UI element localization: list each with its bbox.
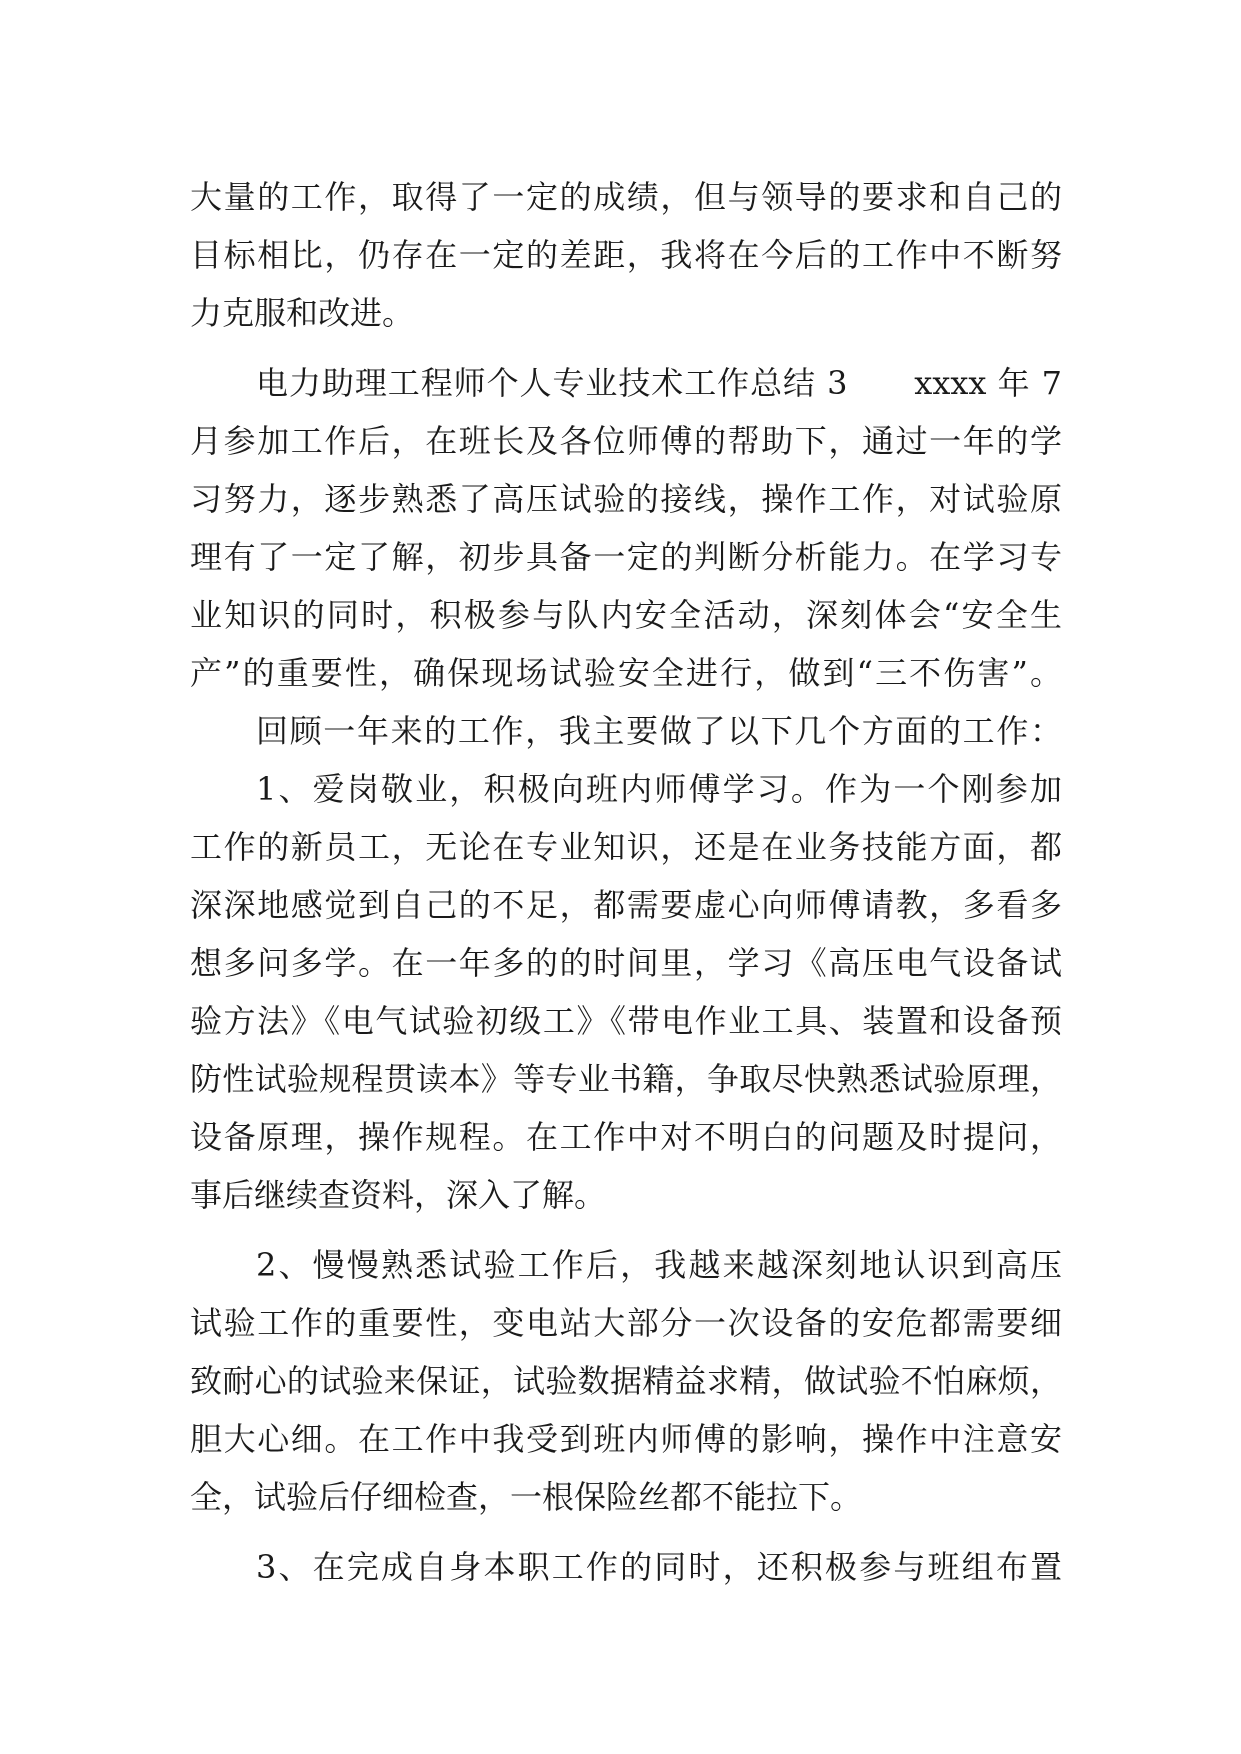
text-line: 想多问多学。在一年多的的时间里，学习《高压电气设备试 — [190, 944, 1062, 982]
paragraph-2 — [190, 354, 1062, 702]
text-line: 事后继续查资料，深入了解。 — [190, 1176, 607, 1214]
paragraph-4 — [190, 760, 1062, 1224]
paragraph-6 — [190, 1538, 1062, 1596]
text-line: 深深地感觉到自己的不足，都需要虚心向师傅请教，多看多 — [190, 886, 1062, 924]
text-line: 习努力，逐步熟悉了高压试验的接线，操作工作，对试验原 — [190, 480, 1062, 518]
text-line: 月参加工作后，在班长及各位师傅的帮助下，通过一年的学 — [190, 422, 1062, 460]
text-line: 目标相比，仍存在一定的差距，我将在今后的工作中不断努 — [190, 236, 1062, 274]
text-line: 防性试验规程贯读本》等专业书籍，争取尽快熟悉试验原理， — [190, 1060, 1062, 1098]
text-line: 试验工作的重要性，变电站大部分一次设备的安危都需要细 — [190, 1304, 1062, 1342]
text-line: 3、在完成自身本职工作的同时，还积极参与班组布置 — [256, 1548, 1062, 1586]
text-line: 业知识的同时，积极参与队内安全活动，深刻体会“安全生 — [190, 596, 1062, 634]
text-line: 产”的重要性，确保现场试验安全进行，做到“三不伤害”。 — [190, 654, 1062, 692]
text-line: 工作的新员工，无论在专业知识，还是在业务技能方面，都 — [190, 828, 1062, 866]
text-line: 致耐心的试验来保证，试验数据精益求精，做试验不怕麻烦， — [190, 1362, 1062, 1400]
text-line: 大量的工作，取得了一定的成绩，但与领导的要求和自己的 — [190, 178, 1062, 216]
text-line: 全，试验后仔细检查，一根保险丝都不能拉下。 — [190, 1478, 863, 1516]
text-line: 验方法》《电气试验初级工》《带电作业工具、装置和设备预 — [190, 1002, 1062, 1040]
text-line: 1、爱岗敬业，积极向班内师傅学习。作为一个刚参加 — [256, 770, 1062, 808]
text-line: 设备原理，操作规程。在工作中对不明白的问题及时提问， — [190, 1118, 1062, 1156]
text-line: 回顾一年来的工作，我主要做了以下几个方面的工作： — [256, 712, 1062, 750]
document-body — [190, 168, 1062, 1596]
text-line: 2、慢慢熟悉试验工作后，我越来越深刻地认识到高压 — [256, 1246, 1062, 1284]
text-line: 理有了一定了解，初步具备一定的判断分析能力。在学习专 — [190, 538, 1062, 576]
section-heading-line: 电力助理工程师个人专业技术工作总结 3 xxxx 年 7 — [256, 364, 1062, 402]
paragraph-5 — [190, 1236, 1062, 1526]
paragraph-3 — [190, 702, 1062, 760]
text-line: 力克服和改进。 — [190, 294, 415, 332]
text-line: 胆大心细。在工作中我受到班内师傅的影响，操作中注意安 — [190, 1420, 1062, 1458]
paragraph-1 — [190, 168, 1062, 342]
